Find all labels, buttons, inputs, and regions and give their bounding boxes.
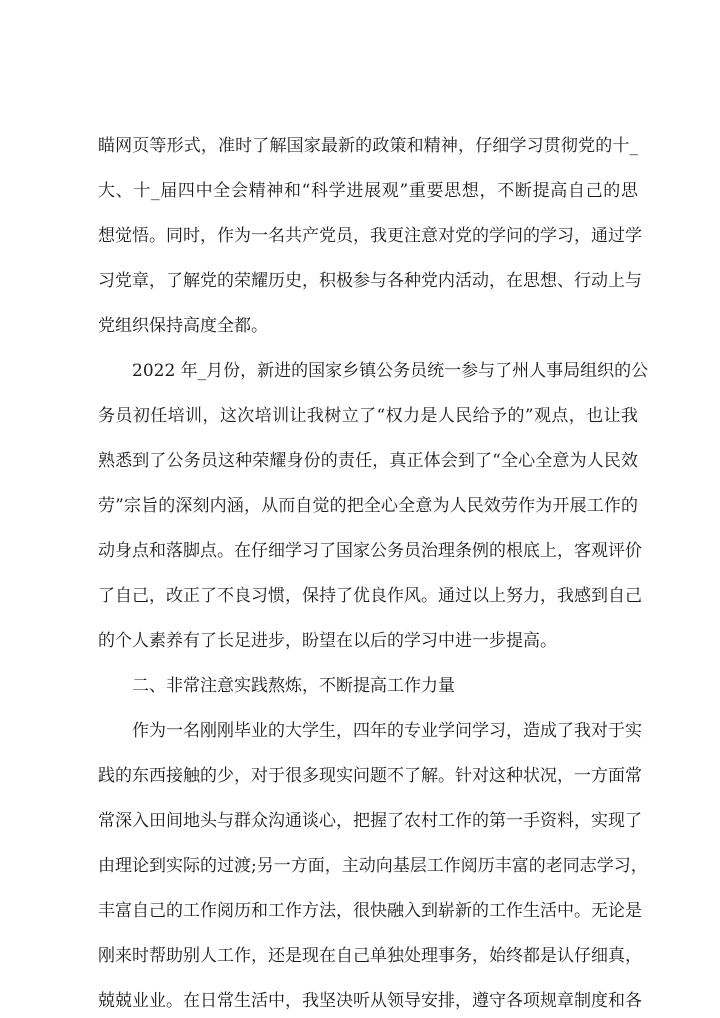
text-line: 党组织保持高度全都。 xyxy=(98,316,268,336)
text-line: 兢兢业业。在日常生活中，我坚决听从领导安排，遵守各项规章制度和各 xyxy=(98,991,642,1011)
text-line: 瞄网页等形式，准时了解国家最新的政策和精神，仔细学习贯彻党的十_ xyxy=(98,136,638,156)
section-heading: 二、非常注意实践熬炼，不断提高工作力量 xyxy=(132,676,455,696)
text-line: 由理论到实际的过渡;另一方面，主动向基层工作阅历丰富的老同志学习， xyxy=(98,856,648,876)
text-line: 务员初任培训，这次培训让我树立了“权力是人民给予的”观点，也让我 xyxy=(98,406,638,426)
text-line: 刚来时帮助别人工作，还是现在自己单独处理事务，始终都是认仔细真， xyxy=(98,946,642,966)
text-line: 常深入田间地头与群众沟通谈心，把握了农村工作的第一手资料，实现了 xyxy=(98,811,642,831)
text-line: 习党章，了解党的荣耀历史，积极参与各种党内活动，在思想、行动上与 xyxy=(98,271,642,291)
text-line: 的个人素养有了长足进步，盼望在以后的学习中进一步提高。 xyxy=(98,631,557,651)
text-line: 想觉悟。同时，作为一名共产党员，我更注意对党的学问的学习，通过学 xyxy=(98,226,642,246)
text-line: 动身点和落脚点。在仔细学习了国家公务员治理条例的根底上，客观评价 xyxy=(98,541,642,561)
text-line: 熟悉到了公务员这种荣耀身份的责任，真正体会到了“全心全意为人民效 xyxy=(98,451,638,471)
text-line: 践的东西接触的少，对于很多现实问题不了解。针对这种状况，一方面常 xyxy=(98,766,642,786)
text-line: 劳”宗旨的深刻内涵，从而自觉的把全心全意为人民效劳作为开展工作的 xyxy=(98,496,638,516)
text-line: 了自己，改正了不良习惯，保持了优良作风。通过以上努力，我感到自己 xyxy=(98,586,642,606)
paragraph-first-line: 2022 年_月份，新进的国家乡镇公务员统一参与了州人事局组织的公 xyxy=(132,361,649,381)
text-line: 丰富自己的工作阅历和工作方法，很快融入到崭新的工作生活中。无论是 xyxy=(98,901,642,921)
text-line: 大、十_届四中全会精神和“科学进展观”重要思想，不断提高自己的思 xyxy=(98,181,638,201)
paragraph-first-line: 作为一名刚刚毕业的大学生，四年的专业学问学习，造成了我对于实 xyxy=(132,721,642,741)
